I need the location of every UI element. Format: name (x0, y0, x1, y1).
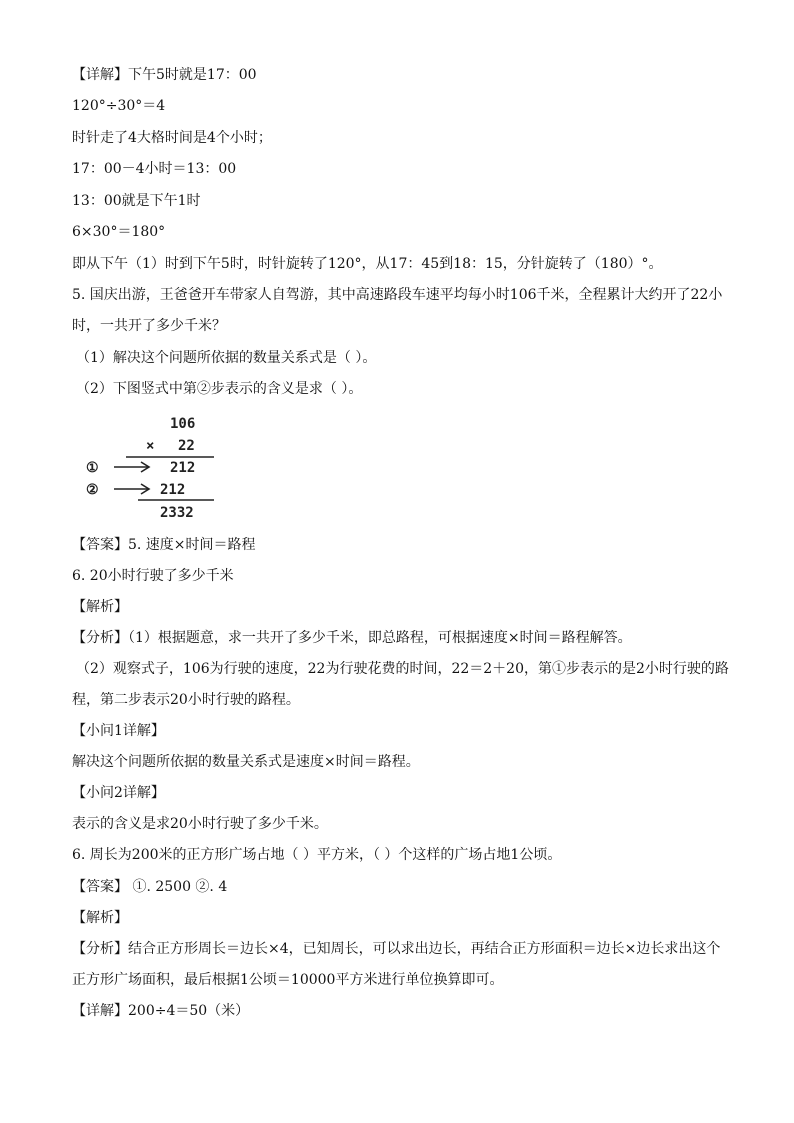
analysis-line: 正方形广场面积，最后根据1公顷＝10000平方米进行单位换算即可。 (72, 972, 504, 988)
subquestion-heading: 【小问1详解】 (72, 723, 165, 739)
answer-line: 【答案】5. 速度×时间＝路程 (72, 537, 256, 553)
analysis-line: 【分析】（1）根据题意，求一共开了多少千米，即总路程，可根据速度×时间＝路程解答。 (72, 630, 632, 646)
vertical-multiplication-figure (84, 410, 224, 522)
analysis-line: （2）观察式子，106为行驶的速度，22为行驶花费的时间，22＝2＋20，第①步表示的是2小时行驶的路 (76, 661, 729, 677)
analysis-heading: 【解析】 (72, 599, 128, 615)
question-5-line: 时，一共开了多少千米？ (72, 318, 226, 334)
subquestion-heading: 【小问2详解】 (72, 785, 165, 801)
answer-line: 6. 20小时行驶了多少千米 (72, 568, 234, 584)
question-5-part-2: （2）下图竖式中第②步表示的含义是求（ ）。 (76, 381, 363, 397)
question-6-line: 6. 周长为200米的正方形广场占地（ ）平方米，（ ）个这样的广场占地1公顷。 (72, 847, 562, 863)
equation-line: 120°÷30°＝4 (72, 98, 166, 114)
analysis-line: 【分析】结合正方形周长＝边长×4，已知周长，可以求出边长，再结合正方形面积＝边长×边长求出这个 (72, 941, 721, 957)
detail-line: 【详解】下午5时就是17：00 (72, 67, 257, 83)
subquestion-detail: 表示的含义是求20小时行驶了多少千米。 (72, 816, 328, 832)
times-sign: × (146, 438, 155, 454)
product-result: 2332 (160, 505, 194, 521)
text-line: 时针走了4大格时间是4个小时； (72, 130, 272, 146)
question-5-part-1: （1）解决这个问题所依据的数量关系式是（ ）。 (76, 350, 377, 366)
analysis-line: 程，第二步表示20小时行驶的路程。 (72, 692, 300, 708)
subquestion-detail: 解决这个问题所依据的数量关系式是速度×时间＝路程。 (72, 754, 420, 770)
step-1-label: ① (86, 460, 99, 476)
answer-line: 【答案】 ①. 2500 ②. 4 (72, 879, 228, 895)
step-2-label: ② (86, 482, 99, 498)
equation-line: 17：00－4小时＝13：00 (72, 161, 237, 177)
equation-line: 6×30°＝180° (72, 224, 166, 240)
question-5-line: 5. 国庆出游，王爸爸开车带家人自驾游，其中高速路段车速平均每小时106千米，全程累计大约开了22小 (72, 287, 723, 303)
text-line: 即从下午（1）时到下午5时，时针旋转了120°，从17：45到18：15，分针旋转了（180）°。 (72, 256, 663, 272)
step-1-value: 212 (170, 460, 196, 476)
analysis-heading: 【解析】 (72, 910, 128, 926)
step-2-value: 212 (160, 482, 186, 498)
multiplicand: 106 (170, 416, 196, 432)
multiplier: 22 (178, 438, 195, 454)
detail-line: 【详解】200÷4＝50（米） (72, 1003, 250, 1019)
text-line: 13：00就是下午1时 (72, 193, 201, 209)
